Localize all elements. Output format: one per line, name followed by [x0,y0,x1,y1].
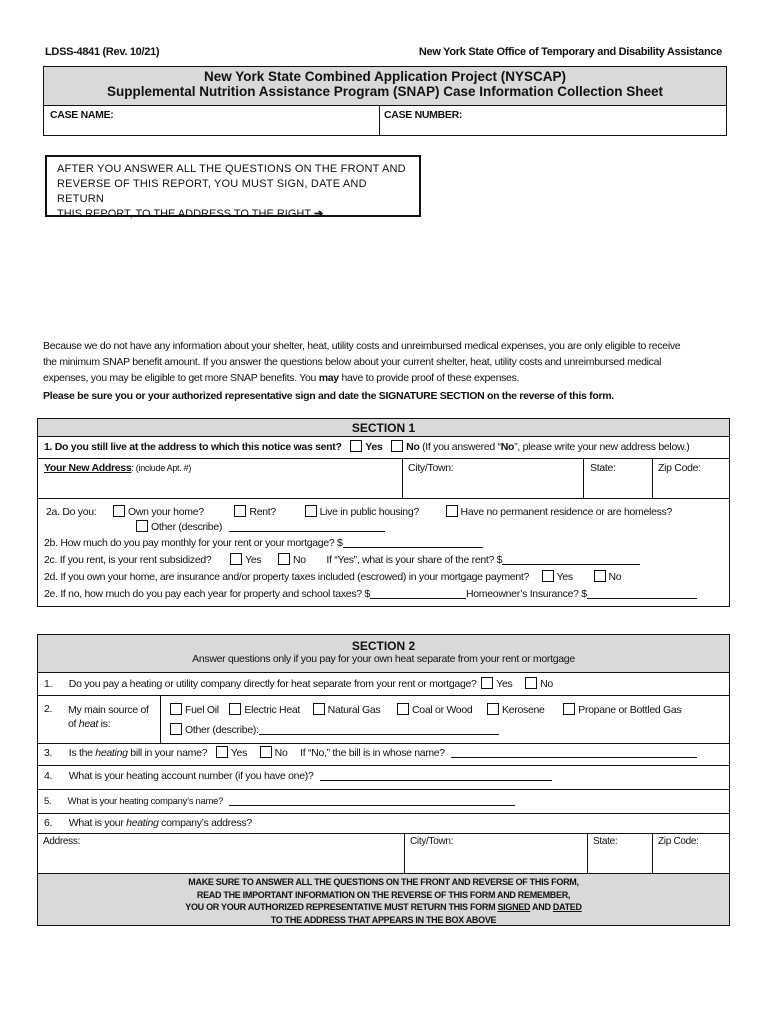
s2-q2-label-post: is: [98,718,111,730]
public-housing-label: Live in public housing? [319,506,419,518]
s2-q3-row [44,746,697,759]
s2-q6-post: company’s address? [158,817,252,829]
intro-line1: Because we do not have any information about your shelter, heat, utility costs and unreimbursed medical expenses, you are only eligible to receive [43,340,681,352]
public-housing-checkbox[interactable] [305,505,317,517]
s2-q2-label [68,703,149,731]
s1-q1-no-checkbox[interactable] [391,440,403,452]
s2-q1-no-checkbox[interactable] [525,677,537,689]
title-line1: New York State Combined Application Project (NYSCAP) [203,69,567,84]
electric-heat-label: Electric Heat [244,704,301,716]
heat-other-row [164,723,499,736]
s2-q5-row [44,794,515,807]
fuel-oil-checkbox[interactable] [170,703,182,715]
section2-header [38,635,729,673]
electric-heat-checkbox[interactable] [229,703,241,715]
s2-q3-heating: heating [95,747,128,759]
intro-line2: the minimum SNAP benefit amount. If you answer the questions below about your current shelter, heat, utility costs and unreimbursed medical [43,356,662,368]
form-id: LDSS-4841 (Rev. 10/21) [45,46,160,58]
arrow-right-icon: ➔ [313,208,324,220]
case-number-label: CASE NUMBER: [384,109,463,121]
s2-q5-text: What is your heating company’s name? [67,796,224,807]
footer-line2: READ THE IMPORTANT INFORMATION ON THE REVERSE OF THIS FORM AND REMEMBER, [196,889,571,900]
section1-box [37,418,730,607]
s1-q1-yes-checkbox[interactable] [350,440,362,452]
s2-address-row [38,833,729,873]
footer-signed: SIGNED [497,902,531,912]
sign-reminder: Please be sure you or your authorized representative sign and date the SIGNATURE SECTION on the reverse of this form. [43,390,614,402]
footer-line1: MAKE SURE TO ANSWER ALL THE QUESTIONS ON THE FRONT AND REVERSE OF THIS FORM, [188,877,579,887]
other-housing-label: Other (describe) [151,521,223,533]
s2-state-label[interactable]: State: [593,836,618,847]
s1-q2b-row [44,536,483,549]
s2-q4-text: What is your heating account number (if you have one)? [68,770,314,782]
s2-q1-row [44,677,553,690]
s1-q1-note-no: No [500,441,515,453]
section2-box [37,634,730,926]
s2-q4-num: 4. [44,770,53,782]
footer-dated: DATED [552,902,582,912]
subsidized-no-checkbox[interactable] [278,553,290,565]
heating-company-input[interactable] [229,794,515,806]
kerosene-label: Kerosene [502,704,545,716]
other-housing-checkbox[interactable] [136,520,148,532]
s1-new-address-note: : (include Apt. #) [131,463,192,473]
s1-q2d-text: 2d. If you own your home, are insurance and/or property taxes included (escrowed) in your mortgage payment? [44,571,530,583]
escrow-no-label: No [608,571,622,583]
notice-line3: THIS REPORT, TO THE ADDRESS TO THE RIGHT [57,208,311,220]
s2-q1-num: 1. [44,678,53,690]
case-name-label: CASE NAME: [50,109,114,121]
s2-q2-label-pre: of [68,718,79,730]
s1-q2a-row [46,505,672,518]
s2-q5-num: 5. [44,796,52,807]
case-divider [379,106,380,135]
propane-checkbox[interactable] [563,703,575,715]
s2-q4-row [44,769,552,782]
notice-line2: REVERSE OF THIS REPORT, YOU MUST SIGN, DATE AND RETURN [57,178,367,205]
s1-q2c-row [44,553,640,566]
fuel-oil-label: Fuel Oil [185,704,219,716]
s1-q1-note: (If you answered “ [422,441,501,453]
s1-q1-yes-label: Yes [365,441,383,453]
intro-line3-end: have to provide proof of these expenses. [341,372,520,384]
escrow-yes-checkbox[interactable] [542,570,554,582]
agency-name: New York State Office of Temporary and Disability Assistance [418,46,722,58]
section2-title: SECTION 2 [351,639,416,653]
coal-wood-checkbox[interactable] [397,703,409,715]
insurance-input[interactable] [587,587,697,599]
footer-and: AND [530,902,553,912]
escrow-yes-label: Yes [556,571,573,583]
property-tax-input[interactable] [370,587,466,599]
s2-q2-num: 2. [44,703,53,715]
case-info-box [43,105,727,136]
intro-line3: expenses, you may be eligible to get more SNAP benefits. You [43,372,317,384]
intro-paragraph [43,338,729,386]
rent-share-input[interactable] [502,553,640,565]
section1-title: SECTION 1 [38,419,729,437]
homeless-label: Have no permanent residence or are homeless? [460,506,673,518]
heat-other-input[interactable] [259,723,499,735]
footer-line4: TO THE ADDRESS THAT APPEARS IN THE BOX ABOVE [270,914,497,925]
return-notice-box [45,155,421,220]
s2-q2-row [38,695,729,743]
footer-line3: YOU OR YOUR AUTHORIZED REPRESENTATIVE MUST RETURN THIS FORM [185,902,498,912]
s2-q3-yes-label: Yes [230,747,248,759]
s1-new-address-row [38,458,729,498]
other-housing-input[interactable] [229,520,385,532]
s1-q2a-text: 2a. Do you: [46,506,97,518]
s2-q3-no-label: No [274,747,288,759]
propane-label: Propane or Bottled Gas [578,704,682,716]
heat-other-label: Other (describe): [185,724,259,736]
s2-q1-yes-checkbox[interactable] [481,677,493,689]
monthly-rent-input[interactable] [343,536,483,548]
insurance-text: Homeowner’s Insurance? $ [465,588,587,600]
coal-wood-label: Coal or Wood [412,704,473,716]
rent-share-text: If “Yes”, what is your share of the rent? $ [326,554,503,566]
footer-reminder [38,874,729,925]
s2-q1-yes-label: Yes [496,678,513,690]
s1-q1-no-label: No [406,441,420,453]
s1-q2e-text: 2e. If no, how much do you pay each year for property and school taxes? $ [44,588,370,600]
s2-q6-num: 6. [44,817,53,829]
heat-other-checkbox[interactable] [170,723,182,735]
s2-q2-label-line1: My main source of [68,704,149,716]
natural-gas-checkbox[interactable] [313,703,325,715]
s1-state-label[interactable]: State: [590,462,616,474]
account-number-input[interactable] [320,769,552,781]
subsidized-yes-label: Yes [245,554,262,566]
s1-q2d-row [44,570,621,583]
intro-may: may [318,372,339,384]
s2-city-label[interactable]: City/Town: [410,836,454,847]
s2-address-label[interactable]: Address: [43,836,81,847]
s1-new-address-label: Your New Address [44,462,132,474]
s2-q3-num: 3. [44,747,53,759]
s2-q1-no-label: No [540,678,553,690]
s2-q6-heating: heating [126,817,159,829]
s2-q3-pre: Is the [68,747,96,759]
s1-city-label[interactable]: City/Town: [408,462,454,474]
rent-checkbox[interactable] [234,505,246,517]
s1-zip-label[interactable]: Zip Code: [658,462,701,474]
own-home-label: Own your home? [128,506,204,518]
s2-q6-row [44,817,252,829]
title-box [43,66,727,106]
natural-gas-label: Natural Gas [327,704,381,716]
own-home-checkbox[interactable] [113,505,125,517]
s2-q3-whose: If “No,” the bill is in whose name? [300,747,445,759]
s1-q1-text: 1. Do you still live at the address to which this notice was sent? [44,441,342,453]
heat-source-options [164,703,681,716]
subsidized-no-label: No [292,554,306,566]
subsidized-yes-checkbox[interactable] [230,553,242,565]
s1-q2b-text: 2b. How much do you pay monthly for your rent or your mortgage? $ [44,537,343,549]
s2-q1-text: Do you pay a heating or utility company directly for heat separate from your rent or mortgage? [68,678,477,690]
bill-name-input[interactable] [451,746,697,758]
rent-label: Rent? [249,506,276,518]
s1-q2c-text: 2c. If you rent, is your rent subsidized? [44,554,212,566]
escrow-no-checkbox[interactable] [594,570,606,582]
notice-line1: AFTER YOU ANSWER ALL THE QUESTIONS ON THE FRONT AND [57,163,406,175]
s2-q3-no-checkbox[interactable] [260,746,272,758]
s1-q1-note-end: ”, please write your new address below.) [514,441,690,453]
s2-q3-yes-checkbox[interactable] [216,746,228,758]
s2-zip-label[interactable]: Zip Code: [658,836,699,847]
s1-q2a-other-row [130,520,385,533]
s2-q3-post: bill in your name? [127,747,208,759]
section2-subtitle: Answer questions only if you pay for your own heat separate from your rent or mortgage [192,653,575,665]
s2-q2-label-heat: heat [78,718,99,730]
title-line2: Supplemental Nutrition Assistance Program (SNAP) Case Information Collection Sheet [106,84,664,99]
s1-q1-row [44,440,690,453]
s2-q6-pre: What is your [68,817,127,829]
s1-q2e-row [44,587,697,600]
homeless-checkbox[interactable] [446,505,458,517]
kerosene-checkbox[interactable] [487,703,499,715]
